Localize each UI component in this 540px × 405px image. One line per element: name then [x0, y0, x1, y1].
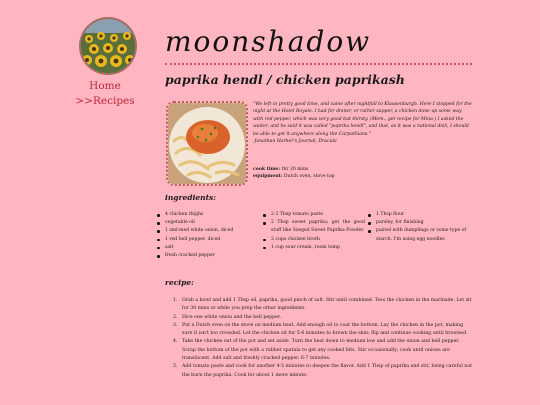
- ingredient-item: 1 Tbsp flour: [368, 211, 474, 219]
- equipment-value: Dutch oven, stove top: [283, 174, 335, 180]
- intro-quote-block: [253, 101, 473, 145]
- recipe-step: Add tomato paste and cook for another 4-5 minutes to deepen the flavor. Add 1 Tbsp of paprika and stir, being careful not the burn the paprika. Cook for about 1 more minute.: [182, 364, 473, 378]
- recipe-steps-heading: recipe:: [165, 278, 194, 287]
- recipe-step: Dice one white onion and the bell pepper.: [182, 314, 282, 320]
- ingredient-item: 2-3 Tbsp tomato paste: [263, 211, 365, 219]
- ingredient-item: 4 chicken thighs: [157, 211, 259, 219]
- title-divider: [165, 63, 472, 65]
- cook-time-label: cook time:: [253, 167, 281, 172]
- ingredient-item: 2 cups chicken broth: [263, 236, 365, 244]
- avatar: [79, 17, 137, 75]
- sunflower-field-image: [81, 19, 135, 73]
- recipe-step: Put a Dutch oven on the stove on medium heat. Add enough oil to coat the bottom. Lay the chicken in the pot, making sure it isn't too crowded. Let the chicken sit for 5-6 minutes to brown the skin; flip and continue cooking until browned.: [182, 322, 468, 337]
- recipe-meta: [253, 166, 473, 181]
- ingredient-item: fresh cracked pepper: [157, 252, 259, 260]
- ingredients-heading: ingredients:: [165, 193, 217, 202]
- site-title: moonshadow: [165, 25, 372, 58]
- dish-photo: [166, 101, 248, 186]
- attribution-source: Dracula: [318, 139, 337, 145]
- ingredients-list-col3: [368, 211, 474, 244]
- ingredient-item: paired with dumplings or some type of starch. I'm using egg noodles: [368, 227, 474, 243]
- nav-home-link[interactable]: Home: [89, 80, 121, 92]
- nav-recipes-link[interactable]: >>Recipes: [75, 95, 135, 107]
- equipment-row: [253, 173, 473, 180]
- ingredient-item: 1 cup sour cream, room temp: [263, 244, 365, 252]
- recipe-steps-list: [182, 297, 473, 380]
- attribution-prefix: -Jonathan Harker's Journal,: [253, 139, 319, 145]
- quote-attribution: [253, 138, 473, 145]
- recipe-title: paprika hendl / chicken paprikash: [165, 72, 405, 87]
- chicken-paprikash-photo: [168, 103, 246, 184]
- recipe-step: Take the chicken out of the pot and set aside. Turn the heat down to medium low and add the onion and bell pepper. Scrap the bottom of the pot with a rubber spatula to get any cooked bits. Stir occasionally; cook until onions are translucent. Add salt and freshly cracked pepper. 6-7 minutes.: [182, 339, 460, 362]
- cook-time-row: [253, 166, 473, 173]
- ingredient-item: 1 sml-med white onion, diced: [157, 227, 259, 235]
- ingredients-list-col1: [157, 211, 259, 260]
- ingredient-item: 1 red bell pepper, diced: [157, 236, 259, 244]
- intro-quote: "We left in pretty good time, and came after nightfall to Klausenburgh. Here I stopped for the night at the Hotel Royale. I had for dinner, or rather supper, a chicken done up some way with red pepper, which was very good but thirsty. (Mem., get recipe for Mina.) I asked the waiter, and he said it was called "paprika hendl", and that, as it was a national dish, I should be able to get it anywhere along the Carpathians.": [253, 102, 472, 137]
- ingredient-item: salt: [157, 244, 259, 252]
- ingredients-list-col2: [263, 211, 365, 252]
- ingredient-item: 2 Tbsp sweet paprika; get the good stuff like Szeged Sweet Paprika Powder: [263, 219, 365, 235]
- recipe-step: Grab a bowl and add 1 Tbsp oil, paprika, good pinch of salt. Stir until combined. Toss the chicken in the marinade. Let sit for 30 mins or while you prep the other ingredients.: [182, 298, 472, 312]
- ingredient-item: vegetable oil: [157, 219, 259, 227]
- cook-time-value: thr 20 mins: [281, 167, 309, 172]
- equipment-label: equipment:: [253, 174, 283, 180]
- ingredient-item: parsley, for finishing: [368, 219, 474, 227]
